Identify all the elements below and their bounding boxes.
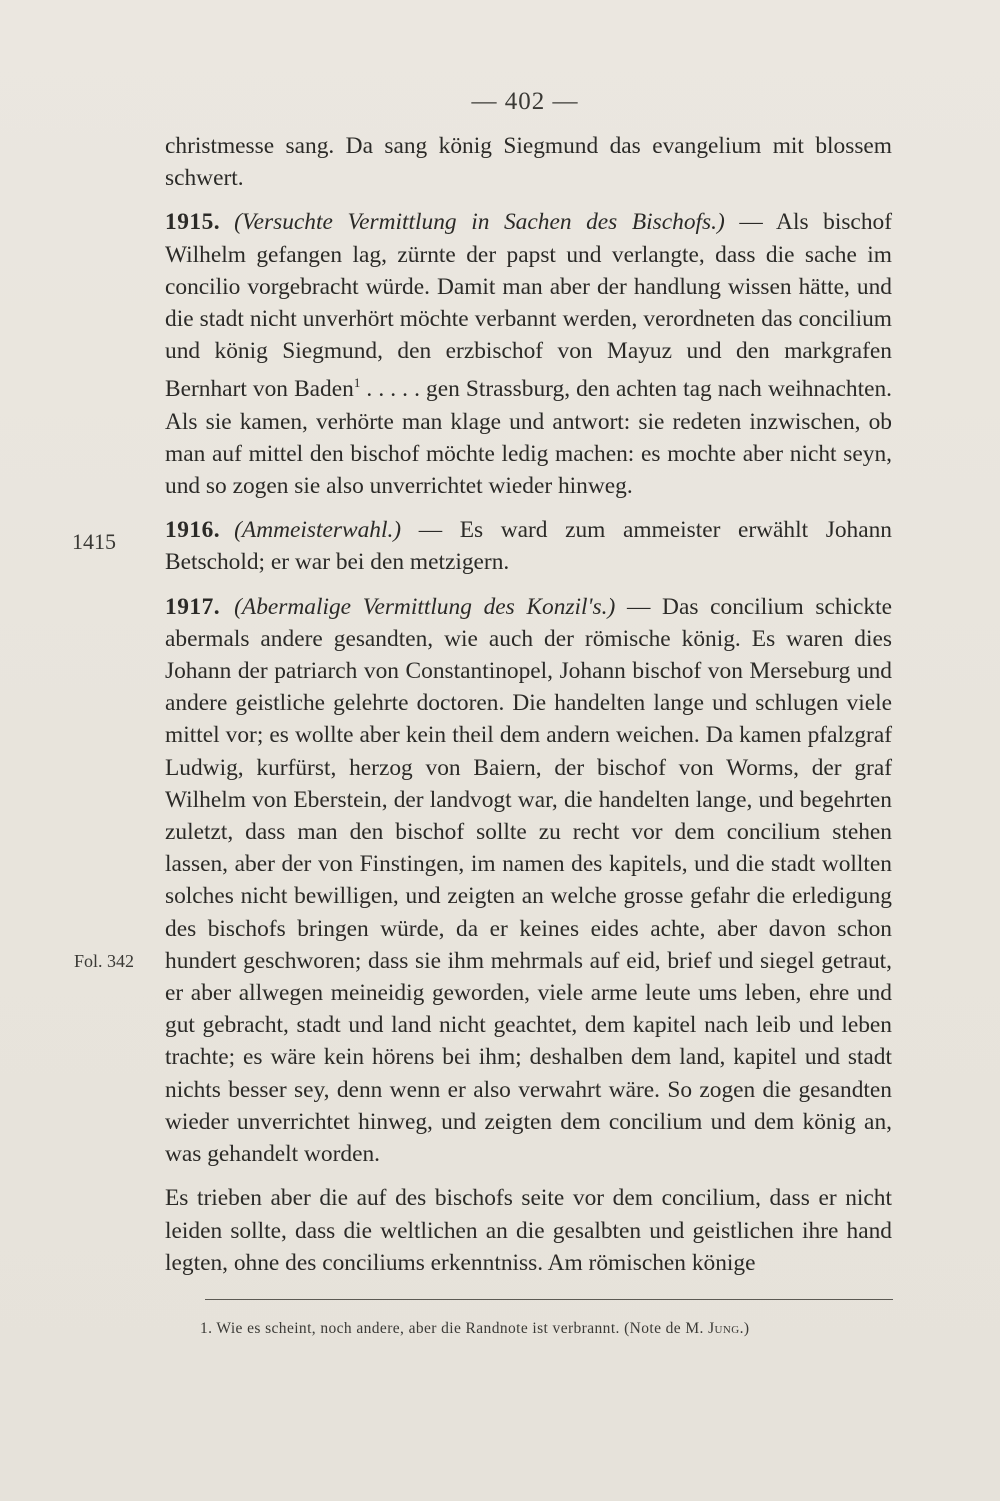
entry-title: (Abermalige Vermittlung des Konzil's.) <box>234 593 616 620</box>
entry-text-continued: . . . . . gen Strassburg, den achten tag nach weihnachten. Als sie kamen, verhörte man klage und antwort: sie redeten inzwischen, ob man auf mittel den bischof möchte ledig machen: es mochte aber nicht seyn, und so zogen sie also unverrichtet wieder hinweg. <box>165 376 892 500</box>
paragraph-1917 <box>165 591 892 1171</box>
paragraph-1916 <box>165 514 892 578</box>
paragraph-continuation: christmesse sang. Da sang könig Siegmund das evangelium mit blossem schwert. <box>165 133 892 192</box>
entry-number: 1915. <box>165 209 221 236</box>
paragraph-1915 <box>165 206 892 502</box>
footnote-text: 1. Wie es scheint, noch andere, aber die Randnote ist verbrannt. (Note de M. <box>200 1320 709 1337</box>
margin-note-folio: Fol. 342 <box>74 951 135 971</box>
entry-number: 1916. <box>165 517 221 544</box>
paragraph-continued: Es trieben aber die auf des bischofs seite vor dem concilium, dass er nicht leiden sollte, dass die weltlichen an die gesalbten und geistlichen ihre hand legten, ohne des conciliums erkenntniss. Am römischen könige <box>165 1185 892 1276</box>
entry-title: (Versuchte Vermittlung in Sachen des Bischofs.) <box>234 209 725 236</box>
entry-text: — Es ward zum ammeister erwählt Johann Betschold; er war bei den metzigern. <box>165 517 892 576</box>
entry-title: (Ammeisterwahl.) <box>234 517 402 544</box>
margin-note-year: 1415 <box>72 529 116 554</box>
footnote-close: .) <box>739 1320 750 1337</box>
footnote-divider <box>205 1299 893 1300</box>
footnote-author: Jung <box>708 1320 740 1337</box>
footnote <box>200 1320 900 1338</box>
main-text <box>165 130 892 1279</box>
footnote-reference: 1 <box>353 375 361 391</box>
entry-number: 1917. <box>165 593 221 620</box>
entry-text: — Das concilium schickte abermals andere gesandten, wie auch der römische könig. Es waren dies Johann der patriarch von Constantinopel, Johann bischof von Merseburg und andere geistliche gelehrte doctoren. Die handelten lange und schlugen viele mittel vor; es wollte aber kein theil dem andern weichen. Da kamen pfalzgraf Ludwig, kurfürst, herzog von Baiern, der bischof von Worms, der graf Wilhelm von Eberstein, der landvogt war, die handelten lange, und begehrten zuletzt, dass man den bischof sollte zu recht vor dem concilium stehen lassen, aber der von Finstingen, im namen des kapitels, und die stadt wollten solches nicht bewilligen, und zeigten an welche grosse gefahr die erledigung des bischofs bringen würde, da er keines eides achte, aber davon schon hundert geschworen; dass sie ihm mehrmals auf eid, brief und siegel getraut, er aber allwegen meineidig geworden, viele arme leute ums leben, ehre und gut gebracht, stadt und land nicht geachtet, dem kapitel nach leib und leben trachte; es wäre kein hörens bei ihm; deshalben dem land, kapitel und stadt nichts besser sey, denn wenn er also verwahrt wäre. So zogen die gesandten wieder unverrichtet hinweg, und zeigten dem concilium und dem könig an, was gehandelt worden. <box>165 593 892 1168</box>
entry-text: — Als bischof Wilhelm gefangen lag, zürnte der papst und verlangte, dass die sache im concilio vorgebracht würde. Damit man aber der handlung wissen hätte, und die stadt nicht unverhört möchte verbannt werden, verordneten das concilium und könig Siegmund, den erzbischof von Mayuz und den markgrafen Bernhart von Baden <box>165 209 892 403</box>
page-number: — 402 — <box>471 88 579 115</box>
